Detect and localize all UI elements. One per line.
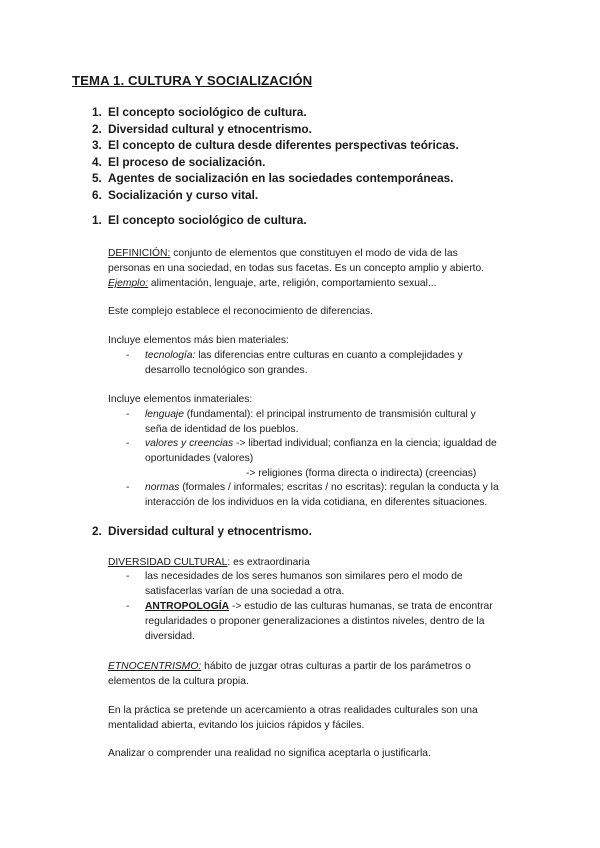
text: diversidad.	[145, 631, 195, 642]
section-title: Diversidad cultural y etnocentrismo.	[108, 524, 312, 538]
bullet-text	[145, 480, 499, 496]
bullet-dash: -	[126, 601, 130, 612]
term: ANTROPOLOGÍA	[145, 601, 230, 612]
paragraph: Incluye elementos inmateriales:	[108, 394, 253, 405]
definition-term: ETNOCENTRISMO:	[108, 661, 202, 672]
definition-text: hábito de juzgar otras culturas a partir de los parámetros o	[201, 661, 471, 672]
bullet-dash: -	[126, 571, 130, 582]
definition-term: DIVERSIDAD CULTURAL	[108, 557, 228, 568]
toc-label: Diversidad cultural y etnocentrismo.	[108, 121, 312, 136]
toc-item	[92, 104, 459, 121]
bullet-text	[145, 348, 463, 364]
text: seña de identidad de los pueblos.	[145, 424, 299, 435]
toc-item	[92, 187, 459, 204]
text: desarrollo tecnológico son grandes.	[145, 365, 308, 376]
toc-item	[92, 137, 459, 154]
definition-text: conjunto de elementos que constituyen el modo de vida de las	[170, 248, 458, 259]
toc-number: 2.	[92, 121, 102, 136]
example-text: alimentación, lenguaje, arte, religión, comportamiento sexual...	[148, 278, 437, 289]
text: satisfacerlas varían de una sociedad a otra.	[145, 586, 345, 597]
toc-label: El proceso de socialización.	[108, 154, 266, 169]
toc-number: 3.	[92, 138, 102, 153]
definition-line	[108, 659, 471, 675]
section-title: El concepto sociológico de cultura.	[108, 213, 307, 227]
term: normas	[145, 482, 180, 493]
text: (fundamental): el principal instrumento de transmisión cultural y	[183, 409, 476, 420]
example-term: Ejemplo:	[108, 278, 149, 289]
text: las diferencias entre culturas en cuanto a complejidades y	[195, 350, 463, 361]
bullet-dash: -	[126, 350, 130, 361]
toc-item	[92, 170, 459, 187]
bullet-text	[145, 599, 493, 615]
toc-item	[92, 121, 459, 138]
page-title: TEMA 1. CULTURA Y SOCIALIZACIÓN	[72, 73, 313, 88]
text: (formales / informales; escritas / no escritas): regulan la conducta y la	[179, 482, 499, 493]
text: las necesidades de los seres humanos son similares pero el modo de	[145, 571, 463, 582]
definition-line: elementos de la cultura propia.	[108, 676, 249, 687]
table-of-contents	[92, 104, 459, 204]
toc-number: 5.	[92, 171, 102, 186]
bullet-dash: -	[126, 438, 130, 449]
section-heading	[92, 213, 307, 227]
bullet-text	[145, 436, 497, 452]
section-heading	[92, 524, 312, 538]
paragraph: En la práctica se pretende un acercamiento a otras realidades culturales son una	[108, 705, 478, 716]
paragraph: Incluye elementos más bien materiales:	[108, 335, 289, 346]
bullet-text	[145, 407, 476, 423]
bullet-dash: -	[126, 482, 130, 493]
text: -> religiones (forma directa o indirecta) (creencias)	[246, 468, 477, 479]
definition-line: personas en una sociedad, en todas sus facetas. Es un concepto amplio y abierto.	[108, 263, 485, 274]
term: tecnología:	[145, 350, 196, 361]
definition-term: DEFINICIÓN:	[108, 248, 171, 259]
toc-item	[92, 154, 459, 171]
toc-label: El concepto de cultura desde diferentes perspectivas teóricas.	[108, 138, 459, 153]
toc-number: 6.	[92, 187, 102, 202]
term: valores y creencias	[145, 438, 234, 449]
paragraph: Analizar o comprender una realidad no significa aceptarla o justificarla.	[108, 748, 431, 759]
text: interacción de los individuos en la vida cotidiana, en diferentes situaciones.	[145, 497, 488, 508]
term: lenguaje	[145, 409, 184, 420]
text: regularidades o proponer generalizaciones a distintos niveles, dentro de la	[145, 616, 485, 627]
text: -> libertad individual; confianza en la ciencia; igualdad de	[233, 438, 497, 449]
text: oportunidades (valores)	[145, 453, 254, 464]
definition-line	[108, 246, 458, 262]
example-line	[108, 276, 437, 292]
section-number: 2.	[92, 524, 102, 538]
toc-label: Socialización y curso vital.	[108, 187, 259, 202]
paragraph: mentalidad abierta, evitando los juicios rápidos y fáciles.	[108, 720, 365, 731]
toc-label: Agentes de socialización en las sociedades contemporáneas.	[108, 171, 454, 186]
toc-label: El concepto sociológico de cultura.	[108, 105, 307, 119]
paragraph: Este complejo establece el reconocimiento de diferencias.	[108, 306, 374, 317]
text: -> estudio de las culturas humanas, se trata de encontrar	[229, 601, 493, 612]
definition-text: : es extraordinaria	[227, 557, 310, 568]
bullet-dash: -	[126, 409, 130, 420]
toc-number: 1.	[92, 105, 102, 119]
section-number: 1.	[92, 213, 102, 227]
toc-number: 4.	[92, 154, 102, 169]
